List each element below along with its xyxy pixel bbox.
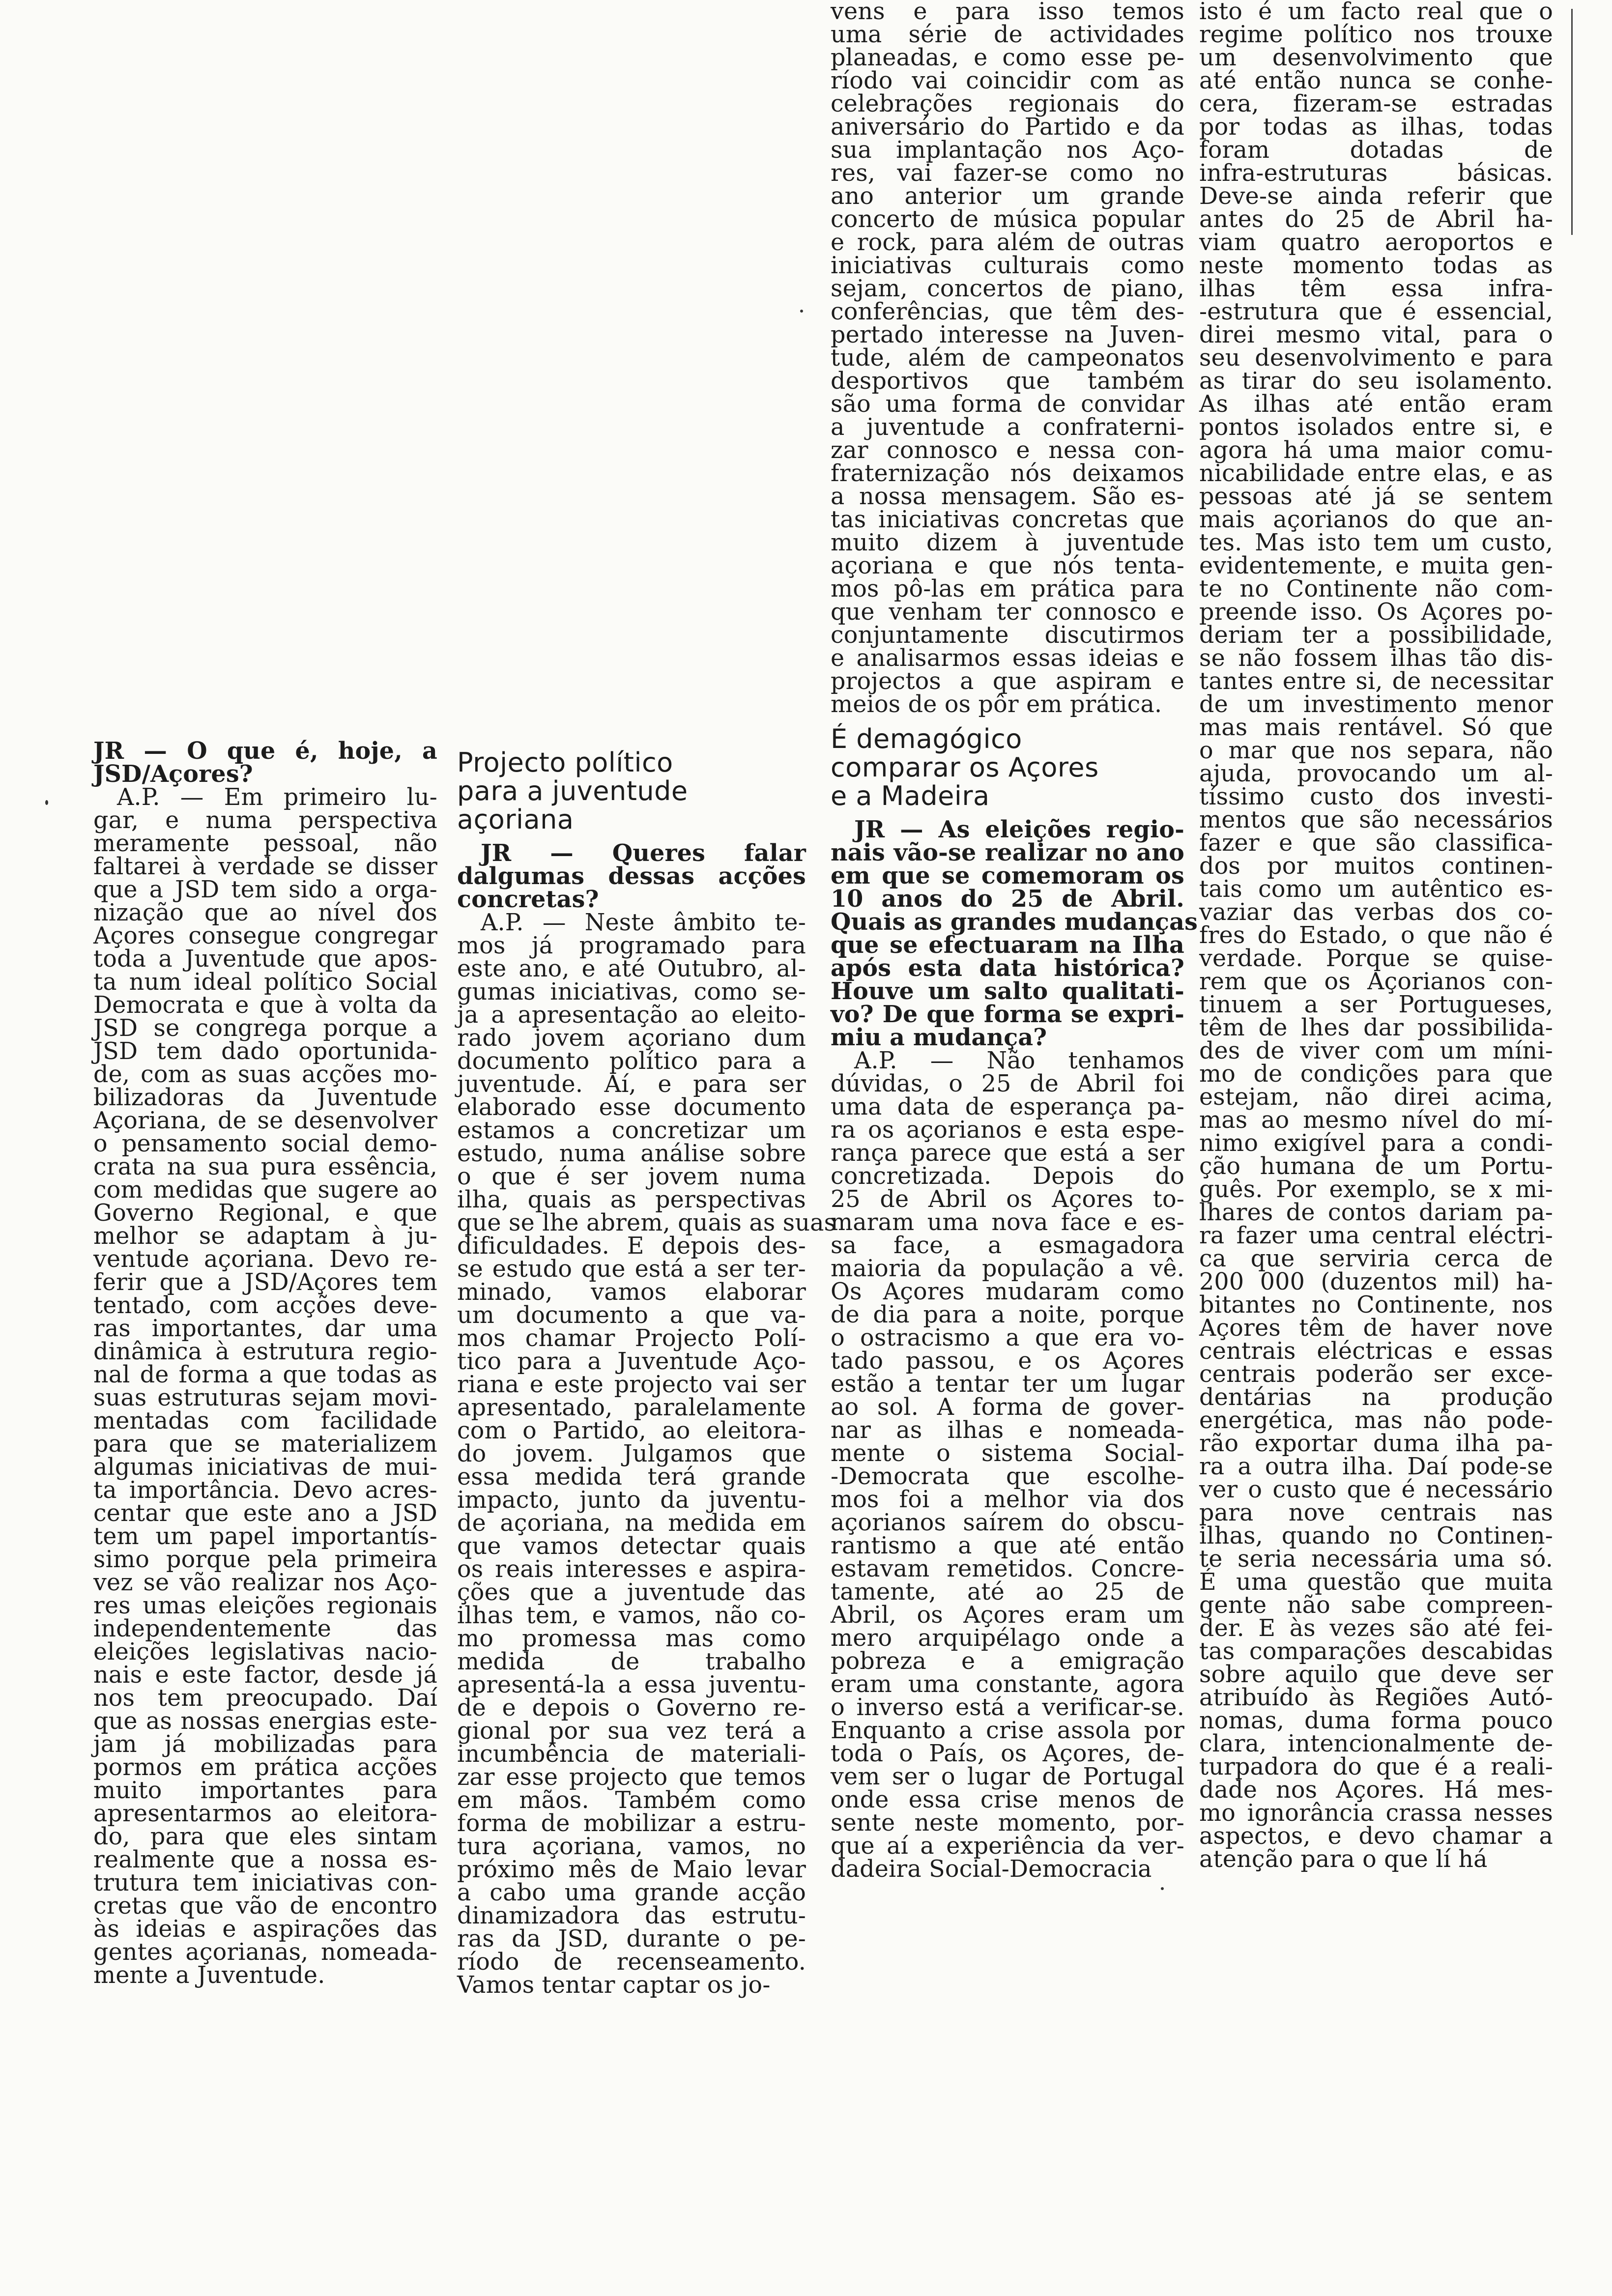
text-line: muito dizem à juventude xyxy=(831,529,1184,556)
text-line: nicabilidade entre elas, e as xyxy=(1199,460,1553,487)
text-line: açoriana e que nós tenta- xyxy=(831,552,1184,579)
text-line: iniciativas culturais como xyxy=(831,252,1184,279)
text-line: pontos isolados entre si, e xyxy=(1199,414,1553,441)
text-line: tas iniciativas concretas que xyxy=(831,506,1184,533)
text-line: têm de lhes dar possibilida- xyxy=(1199,1014,1553,1041)
text-line: JSD se congrega porque a xyxy=(93,1015,437,1042)
heading-line: açoriana xyxy=(457,804,574,835)
text-line: agora há uma maior comu- xyxy=(1199,437,1553,464)
text-line: nização que ao nível dos xyxy=(93,899,437,926)
text-line: ajuda, provocando um al- xyxy=(1199,760,1553,787)
text-line: preende isso. Os Açores po- xyxy=(1199,599,1553,626)
text-line: para nove centrais nas xyxy=(1199,1499,1553,1526)
text-line: seu desenvolvimento e para xyxy=(1199,344,1553,372)
text-line: desportivos que também xyxy=(831,368,1184,395)
section-heading xyxy=(831,725,1184,810)
text-line: simo porque pela primeira xyxy=(93,1546,437,1573)
text-line: Quais as grandes mudanças xyxy=(831,908,1198,936)
text-line: em mãos. Também como xyxy=(457,1787,806,1814)
text-line: dinâmica à estrutura regio- xyxy=(93,1338,437,1365)
text-line: mo promessa mas como xyxy=(457,1625,806,1652)
text-line: muito importantes para xyxy=(93,1777,437,1804)
text-line: mos chamar Projecto Polí- xyxy=(457,1325,806,1352)
text-line: sa face, a esmagadora xyxy=(831,1232,1184,1259)
text-line: riana e este projecto vai ser xyxy=(457,1371,806,1398)
text-line: de, com as suas acções mo- xyxy=(93,1061,437,1088)
text-line: ra os açorianos e esta espe- xyxy=(831,1117,1184,1144)
text-line: nal de forma a que todas as xyxy=(93,1361,437,1388)
text-line: até então nunca se conhe- xyxy=(1199,67,1553,94)
text-line: tude, além de campeonatos xyxy=(831,344,1184,372)
text-line: mo ignorância crassa nesses xyxy=(1199,1800,1553,1827)
text-line: crata na sua pura essência, xyxy=(93,1153,437,1180)
text-line: aspectos, e devo chamar a xyxy=(1199,1823,1553,1850)
text-line: viam quatro aeroportos e xyxy=(1199,229,1553,256)
text-line: mentadas com facilidade xyxy=(93,1407,437,1435)
text-line: toda a Juventude que apos- xyxy=(93,946,437,973)
text-line: rem que os Açorianos con- xyxy=(1199,968,1553,995)
text-line: nais vão-se realizar no ano xyxy=(831,839,1184,866)
text-line: direi mesmo vital, para o xyxy=(1199,321,1553,348)
column-2 xyxy=(457,740,836,1999)
text-line: ventude açoriana. Devo re- xyxy=(93,1246,437,1273)
text-line: centrais eléctricas e essas xyxy=(1199,1338,1553,1365)
text-line: ras importantes, dar uma xyxy=(93,1315,437,1342)
text-line: às ideias e aspirações das xyxy=(93,1916,437,1943)
text-line: JSD/Açores? xyxy=(93,760,253,788)
text-line: forma de mobilizar a estru- xyxy=(457,1810,806,1837)
text-line: sobre aquilo que deve ser xyxy=(1199,1661,1553,1688)
text-line: energética, mas não pode- xyxy=(1199,1407,1553,1434)
text-line: suas estruturas sejam movi- xyxy=(93,1384,437,1411)
heading-line: É demagógico xyxy=(831,723,1022,754)
text-line: essa medida terá grande xyxy=(457,1464,806,1491)
text-line: A.P. — Neste âmbito te- xyxy=(481,909,806,936)
text-line: zar esse projecto que temos xyxy=(457,1764,806,1791)
text-line: se estudo que está a ser ter- xyxy=(457,1256,806,1283)
text-line: os reais interesses e aspira- xyxy=(457,1556,806,1583)
text-line: aniversário do Partido e da xyxy=(831,114,1184,141)
text-line: zar connosco e nessa con- xyxy=(831,437,1184,464)
text-line: sua implantação nos Aço- xyxy=(831,137,1184,164)
text-line: nimo exigível para a condi- xyxy=(1199,1130,1553,1157)
text-line: uma data de esperança pa- xyxy=(831,1093,1184,1120)
text-line: JSD tem dado oportunida- xyxy=(93,1038,437,1065)
text-line: pertado interesse na Juven- xyxy=(831,321,1184,348)
text-line: Vamos tentar captar os jo- xyxy=(457,1972,771,1999)
text-line: rança parece que está a ser xyxy=(831,1140,1184,1167)
text-line: regime político nos trouxe xyxy=(1199,21,1553,48)
text-line: o inverso está a verificar-se. xyxy=(831,1694,1184,1721)
text-line: cretas que vão de encontro xyxy=(93,1893,437,1920)
text-line: JR — Queres falar xyxy=(481,839,806,867)
text-line: tico para a Juventude Aço- xyxy=(457,1348,806,1375)
text-line: JR — O que é, hoje, a xyxy=(93,737,437,765)
text-line: guês. Por exemplo, se x mi- xyxy=(1199,1176,1553,1203)
text-line: meramente pessoal, não xyxy=(93,830,437,857)
text-line: independentemente das xyxy=(93,1615,437,1642)
text-line: Os Açores mudaram como xyxy=(831,1278,1184,1305)
text-line: vo? De que forma se expri- xyxy=(831,1001,1184,1028)
text-line: e analisarmos essas ideias e xyxy=(831,645,1184,672)
text-line: 25 de Abril os Açores to- xyxy=(831,1186,1184,1213)
column-3 xyxy=(831,0,1198,1883)
text-line: ja a apresentação ao eleito- xyxy=(457,1002,806,1029)
text-line: Enquanto a crise assola por xyxy=(831,1717,1184,1744)
text-line: mos pô-las em prática para xyxy=(831,575,1184,603)
text-line: com o Partido, ao eleitora- xyxy=(457,1417,806,1444)
text-line: atribuído às Regiões Autó- xyxy=(1199,1684,1553,1711)
text-line: eram uma constante, agora xyxy=(831,1671,1184,1698)
text-line: bilizadoras da Juventude xyxy=(93,1084,437,1111)
text-line: 10 anos do 25 de Abril. xyxy=(831,885,1184,913)
text-line: gentes açorianas, nomeada- xyxy=(93,1939,437,1966)
text-line: minado, vamos elaborar xyxy=(457,1279,806,1306)
text-line: ções que a juventude das xyxy=(457,1579,806,1606)
text-line: lhares de contos dariam pa- xyxy=(1199,1199,1553,1226)
text-line: Açores têm de haver nove xyxy=(1199,1315,1553,1342)
text-line: conferências, que têm des- xyxy=(831,298,1184,325)
text-line: medida de trabalho xyxy=(457,1648,806,1675)
text-line: estamos a concretizar um xyxy=(457,1117,806,1144)
text-line: ra fazer uma central eléctri- xyxy=(1199,1222,1553,1249)
heading-line: e a Madeira xyxy=(831,780,990,811)
text-line: ilhas tem, e vamos, não co- xyxy=(457,1602,806,1629)
text-line: infra-estruturas básicas. xyxy=(1199,160,1553,187)
text-line: mero arquipélago onde a xyxy=(831,1625,1184,1652)
text-line: mente a Juventude. xyxy=(93,1962,325,1989)
text-line: -estrutura que é essencial, xyxy=(1199,298,1553,325)
text-line: faltarei à verdade se disser xyxy=(93,853,437,880)
text-line: pobreza e a emigração xyxy=(831,1648,1184,1675)
text-line: a juventude a confraterni- xyxy=(831,414,1184,441)
text-line: res, vai fazer-se como no xyxy=(831,160,1184,187)
text-line: que venham ter connosco e xyxy=(831,599,1184,626)
text-line: tentado, com acções deve- xyxy=(93,1292,437,1319)
text-line: o que é ser jovem numa xyxy=(457,1163,806,1190)
text-line: documento político para a xyxy=(457,1048,806,1075)
text-line: impacto, junto da juventu- xyxy=(457,1487,806,1514)
column-rule xyxy=(1571,9,1573,235)
text-line: juventude. Aí, e para ser xyxy=(457,1071,806,1098)
text-line: concretizada. Depois do xyxy=(831,1163,1184,1190)
text-line: turpadora do que é a reali- xyxy=(1199,1753,1553,1780)
text-line: As ilhas até então eram xyxy=(1199,391,1553,418)
text-line: maram uma nova face e es- xyxy=(831,1209,1184,1236)
print-speck xyxy=(1161,1887,1164,1890)
text-line: mente o sistema Social- xyxy=(831,1440,1184,1467)
text-line: bitantes no Continente, nos xyxy=(1199,1292,1553,1319)
text-line: ta importância. Devo acres- xyxy=(93,1477,437,1504)
text-line: tado passou, e os Açores xyxy=(831,1348,1184,1375)
text-line: para que se materializem xyxy=(93,1431,437,1458)
text-line: meios de os pôr em prática. xyxy=(831,691,1162,718)
text-line: fazer e que são classifica- xyxy=(1199,830,1553,857)
text-line: apresentá-la a essa juventu- xyxy=(457,1671,806,1698)
text-line: que se lhe abrem, quais as suas xyxy=(457,1209,836,1236)
text-line: tinuem a ser Portugueses, xyxy=(1199,991,1553,1018)
text-line: atenção para o que lí há xyxy=(1199,1846,1488,1873)
text-line: tamente, até ao 25 de xyxy=(831,1578,1184,1606)
text-line: o ostracismo a que era vo- xyxy=(831,1324,1184,1351)
text-line: maioria da população a vê. xyxy=(831,1255,1184,1282)
column-1 xyxy=(93,737,437,1989)
text-line: res umas eleições regionais xyxy=(93,1592,437,1619)
heading-line: comparar os Açores xyxy=(831,752,1099,783)
text-line: der. E às vezes são até fei- xyxy=(1199,1615,1553,1642)
text-line: mais açorianos do que an- xyxy=(1199,506,1553,533)
text-line: estudo, numa análise sobre xyxy=(457,1140,806,1167)
text-line: dúvidas, o 25 de Abril foi xyxy=(831,1070,1184,1097)
text-line: vem ser o lugar de Portugal xyxy=(831,1763,1184,1790)
text-line: ver o custo que é necessário xyxy=(1199,1476,1553,1503)
text-line: trutura tem iniciativas con- xyxy=(93,1869,437,1896)
section-heading xyxy=(457,748,806,834)
text-line: eleições legislativas nacio- xyxy=(93,1638,437,1665)
text-line: centrais poderão ser exce- xyxy=(1199,1361,1553,1388)
text-line: elaborado esse documento xyxy=(457,1094,806,1121)
text-line: conjuntamente discutirmos xyxy=(831,622,1184,649)
text-line: de e depois o Governo re- xyxy=(457,1694,806,1722)
text-line: nais e este factor, desde já xyxy=(93,1662,437,1689)
text-line: planeadas, e como esse pe- xyxy=(831,44,1184,71)
text-line: celebrações regionais do xyxy=(831,90,1184,117)
text-line: por todas as ilhas, todas xyxy=(1199,114,1553,141)
text-line: Houve um salto qualitati- xyxy=(831,977,1184,1005)
text-line: jam já mobilizadas para xyxy=(93,1731,437,1758)
text-line: sente neste momento, por- xyxy=(831,1809,1184,1837)
text-line: ta num ideal político Social xyxy=(93,969,437,996)
text-line: cera, fizeram-se estradas xyxy=(1199,90,1553,117)
text-line: de dia para a noite, porque xyxy=(831,1301,1184,1328)
print-speck xyxy=(45,800,48,805)
text-line: isto é um facto real que o xyxy=(1199,0,1553,25)
text-line: te no Continente não com- xyxy=(1199,575,1553,603)
text-line: estão a tentar ter um lugar xyxy=(831,1371,1184,1398)
print-speck xyxy=(800,310,803,313)
text-line: ano anterior um grande xyxy=(831,183,1184,210)
text-line: nos tem preocupado. Daí xyxy=(93,1685,437,1712)
text-line: que as nossas energias este- xyxy=(93,1708,437,1735)
heading-line: para a juventude xyxy=(457,775,688,806)
column-4 xyxy=(1199,0,1553,1871)
text-line: ca que serviria cerca de xyxy=(1199,1245,1553,1272)
text-line: tura açoriana, vamos, no xyxy=(457,1833,806,1860)
text-line: mas ao mesmo nível do mí- xyxy=(1199,1107,1553,1134)
text-line: JR — As eleições regio- xyxy=(854,816,1184,843)
text-line: e rock, para além de outras xyxy=(831,229,1184,256)
text-line: dentárias na produção xyxy=(1199,1384,1553,1411)
text-line: deriam ter a possibilidade, xyxy=(1199,622,1553,649)
text-line: após esta data histórica? xyxy=(831,954,1184,982)
text-line: Democrata e que à volta da xyxy=(93,992,437,1019)
text-line: neste momento todas as xyxy=(1199,252,1553,279)
text-line: onde essa crise menos de xyxy=(831,1786,1184,1813)
text-line: dos por muitos continen- xyxy=(1199,853,1553,880)
text-line: concretas? xyxy=(457,886,599,913)
text-line: gional por sua vez terá a xyxy=(457,1718,806,1745)
text-line: mentos que são necessários xyxy=(1199,806,1553,833)
text-line: Governo Regional, e que xyxy=(93,1200,437,1227)
text-line: É uma questão que muita xyxy=(1199,1569,1553,1596)
text-line: fres do Estado, o que não é xyxy=(1199,922,1553,949)
text-line: gar, e numa perspectiva xyxy=(93,807,437,834)
text-line: estavam remetidos. Concre- xyxy=(831,1555,1184,1582)
text-line: nomas, duma forma pouco xyxy=(1199,1707,1553,1734)
text-line: a cabo uma grande acção xyxy=(457,1879,806,1906)
text-line: ilhas, quando no Continen- xyxy=(1199,1522,1553,1550)
text-line: ilhas têm essa infra- xyxy=(1199,275,1553,302)
text-line: se não fossem ilhas tão dis- xyxy=(1199,645,1553,672)
text-line: ao sol. A forma de gover- xyxy=(831,1394,1184,1421)
text-line: tem um papel importantís- xyxy=(93,1523,437,1550)
text-line: tantes entre si, de necessitar xyxy=(1199,668,1553,695)
text-line: des de viver com um míni- xyxy=(1199,1037,1553,1064)
text-line: as tirar do seu isolamento. xyxy=(1199,368,1553,395)
text-line: vez se vão realizar nos Aço- xyxy=(93,1569,437,1596)
text-line: A.P. — Não tenhamos xyxy=(854,1047,1184,1074)
text-line: 200 000 (duzentos mil) ha- xyxy=(1199,1268,1553,1295)
text-line: miu a mudança? xyxy=(831,1024,1047,1051)
text-line: vens e para isso temos xyxy=(831,0,1184,25)
text-line: o mar que nos separa, não xyxy=(1199,737,1553,764)
text-line: dinamizadora das estrutu- xyxy=(457,1902,806,1929)
text-line: A.P. — Em primeiro lu- xyxy=(117,784,437,811)
text-line: que se efectuaram na Ilha xyxy=(831,931,1184,959)
text-line: pessoas até já se sentem xyxy=(1199,483,1553,510)
text-line: a nossa mensagem. São es- xyxy=(831,483,1184,510)
text-line: este ano, e até Outubro, al- xyxy=(457,955,806,982)
text-line: com medidas que sugere ao xyxy=(93,1177,437,1204)
text-line: do, para que eles sintam xyxy=(93,1823,437,1850)
text-line: toda o País, os Açores, de- xyxy=(831,1740,1184,1767)
text-line: algumas iniciativas de mui- xyxy=(93,1454,437,1481)
text-line: nar as ilhas e nomeada- xyxy=(831,1417,1184,1444)
text-line: tas comparações descabidas xyxy=(1199,1638,1553,1665)
text-line: ção humana de um Portu- xyxy=(1199,1153,1553,1180)
text-line: Deve-se ainda referir que xyxy=(1199,183,1553,210)
text-line: um desenvolvimento que xyxy=(1199,44,1553,71)
text-line: mo de condições para que xyxy=(1199,1061,1553,1088)
text-line: ilha, quais as perspectivas xyxy=(457,1186,806,1213)
text-line: incumbência de materiali- xyxy=(457,1741,806,1768)
text-line: dificuldades. E depois des- xyxy=(457,1233,806,1260)
text-line: ra a outra ilha. Daí pode-se xyxy=(1199,1453,1553,1480)
text-line: estejam, não direi acima, xyxy=(1199,1084,1553,1111)
text-line: fraternização nós deixamos xyxy=(831,460,1184,487)
text-line: são uma forma de convidar xyxy=(831,391,1184,418)
text-line: rão exportar duma ilha pa- xyxy=(1199,1430,1553,1457)
text-line: evidentemente, e muita gen- xyxy=(1199,552,1553,579)
text-line: gente não sabe compreen- xyxy=(1199,1592,1553,1619)
text-line: uma série de actividades xyxy=(831,21,1184,48)
heading-line: Projecto político xyxy=(457,747,673,778)
text-line: antes do 25 de Abril ha- xyxy=(1199,206,1553,233)
text-line: clara, intencionalmente de- xyxy=(1199,1730,1553,1757)
text-line: -Democrata que escolhe- xyxy=(831,1463,1184,1490)
text-line: tíssimo custo dos investi- xyxy=(1199,783,1553,810)
text-line: tais como um autêntico es- xyxy=(1199,876,1553,903)
text-line: gumas iniciativas, como se- xyxy=(457,978,806,1005)
text-line: mos já programado para xyxy=(457,932,806,959)
text-line: dade nos Açores. Há mes- xyxy=(1199,1777,1553,1804)
text-line: foram dotadas de xyxy=(1199,137,1553,164)
text-line: ferir que a JSD/Açores tem xyxy=(93,1269,437,1296)
text-line: o pensamento social demo- xyxy=(93,1130,437,1157)
text-line: projectos a que aspiram e xyxy=(831,668,1184,695)
text-line: ríodo vai coincidir com as xyxy=(831,67,1184,94)
text-line: do jovem. Julgamos que xyxy=(457,1440,806,1467)
text-line: pormos em prática acções xyxy=(93,1754,437,1781)
text-line: apresentarmos ao eleitora- xyxy=(93,1800,437,1827)
text-line: de açoriana, na medida em xyxy=(457,1510,806,1537)
text-line: dadeira Social-Democracia xyxy=(831,1856,1152,1883)
text-line: vaziar das verbas dos co- xyxy=(1199,899,1553,926)
text-line: que a JSD tem sido a orga- xyxy=(93,876,437,903)
text-line: mos foi a melhor via dos xyxy=(831,1486,1184,1513)
text-line: centar que este ano a JSD xyxy=(93,1500,437,1527)
text-line: rantismo a que até então xyxy=(831,1532,1184,1559)
text-line: de um investimento menor xyxy=(1199,691,1553,718)
text-line: que vamos detectar quais xyxy=(457,1533,806,1560)
text-line: melhor se adaptam à ju- xyxy=(93,1223,437,1250)
text-line: verdade. Porque se quise- xyxy=(1199,945,1553,972)
text-line: tes. Mas isto tem um custo, xyxy=(1199,529,1553,556)
text-line: Abril, os Açores eram um xyxy=(831,1602,1184,1629)
text-line: apresentado, paralelamente xyxy=(457,1394,806,1421)
text-line: açorianos saírem do obscu- xyxy=(831,1509,1184,1536)
text-line: ríodo de recenseamento. xyxy=(457,1949,806,1976)
text-line: ras da JSD, durante o pe- xyxy=(457,1925,806,1952)
text-line: realmente que a nossa es- xyxy=(93,1846,437,1873)
text-line: um documento a que va- xyxy=(457,1302,806,1329)
text-line: te seria necessária uma só. xyxy=(1199,1546,1553,1573)
text-line: sejam, concertos de piano, xyxy=(831,275,1184,302)
text-line: Açores consegue congregar xyxy=(93,922,437,949)
text-line: mas mais rentável. Só que xyxy=(1199,714,1553,741)
text-line: próximo mês de Maio levar xyxy=(457,1856,806,1883)
text-line: em que se comemoram os xyxy=(831,862,1184,890)
text-line: que aí a experiência da ver- xyxy=(831,1833,1184,1860)
text-line: rado jovem açoriano dum xyxy=(457,1025,806,1052)
text-line: dalgumas dessas acções xyxy=(457,862,806,890)
text-line: Açoriana, de se desenvolver xyxy=(93,1107,437,1134)
text-line: concerto de música popular xyxy=(831,206,1184,233)
